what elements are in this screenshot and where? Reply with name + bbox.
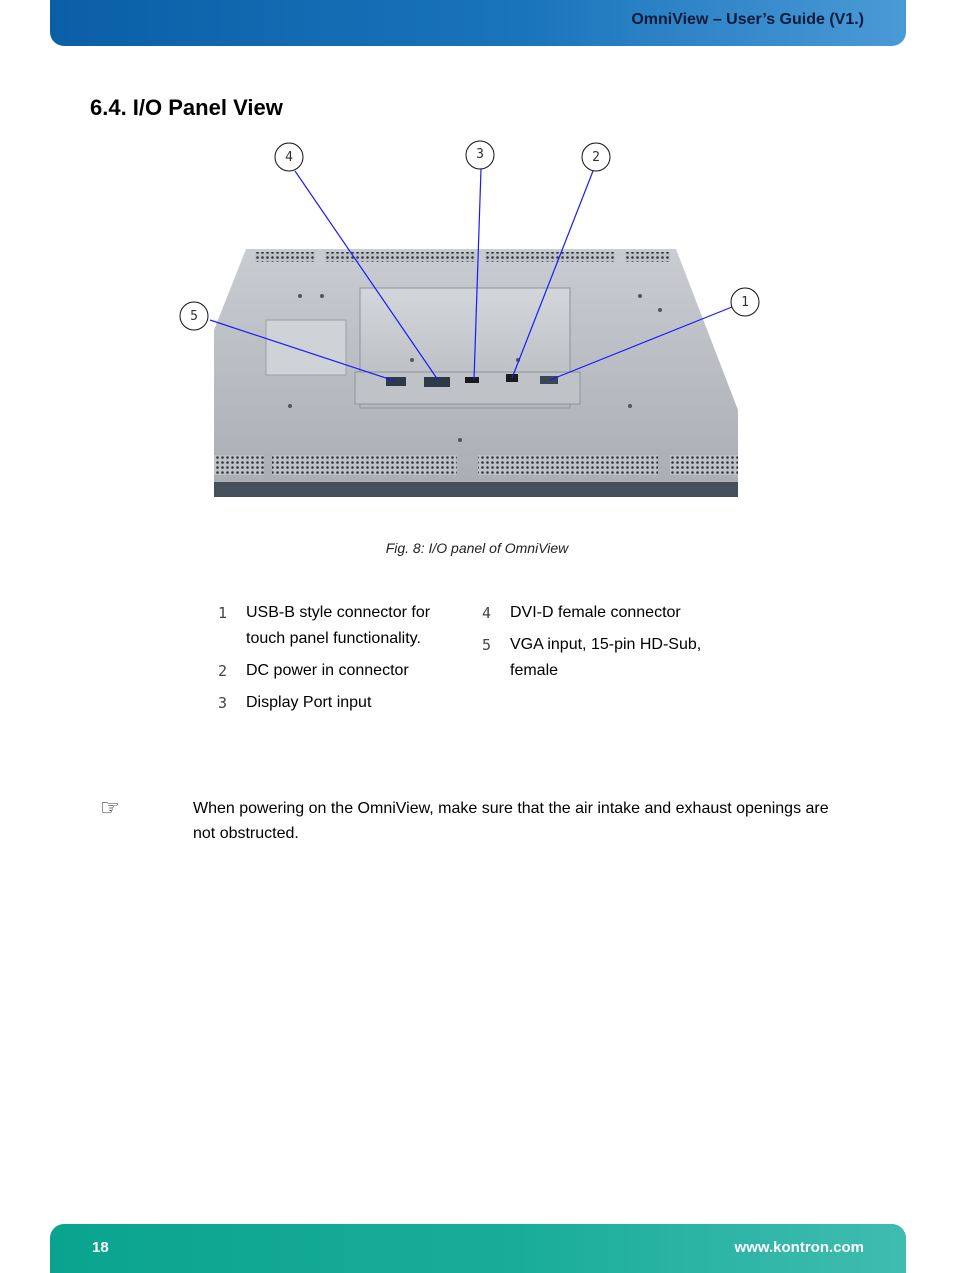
legend-text: Display Port input bbox=[246, 694, 372, 711]
note-text: When powering on the OmniView, make sure that the air intake and exhaust openings are not obstructed. bbox=[193, 800, 829, 842]
callout-3 bbox=[466, 141, 494, 169]
callout-2 bbox=[582, 143, 610, 171]
callout-5-label: 5 bbox=[190, 309, 198, 324]
display-port-connector bbox=[465, 377, 479, 383]
callout-1-label: 1 bbox=[741, 295, 749, 310]
legend-num: 4 bbox=[482, 604, 492, 622]
legend-text: DVI-D female connector bbox=[510, 604, 681, 621]
figure-caption: Fig. 8: I/O panel of OmniView bbox=[385, 540, 569, 556]
legend-column-right bbox=[482, 600, 740, 690]
legend-num: 5 bbox=[482, 636, 492, 654]
legend-num: 1 bbox=[218, 604, 228, 622]
page-number: 18 bbox=[92, 1239, 109, 1256]
legend-num: 3 bbox=[218, 694, 228, 712]
document-title: OmniView – User’s Guide (V1.) bbox=[631, 11, 864, 28]
device-photo bbox=[214, 249, 738, 497]
callout-4 bbox=[275, 143, 303, 171]
legend-column-left bbox=[218, 600, 456, 722]
callout-5 bbox=[180, 302, 208, 330]
legend-text: DC power in connector bbox=[246, 662, 409, 679]
pointing-hand-icon: ☞ bbox=[100, 796, 120, 821]
io-panel-figure bbox=[0, 0, 954, 520]
website-link[interactable]: www.kontron.com bbox=[734, 1239, 864, 1256]
callout-3-label: 3 bbox=[476, 147, 484, 162]
callout-1 bbox=[731, 288, 759, 316]
section-title: 6.4. I/O Panel View bbox=[90, 95, 283, 120]
callout-2-label: 2 bbox=[592, 150, 600, 165]
legend-text: USB-B style connector for touch panel functionality. bbox=[246, 604, 431, 647]
legend-text: VGA input, 15-pin HD-Sub, female bbox=[510, 636, 702, 679]
callout-4-label: 4 bbox=[285, 150, 293, 165]
legend-num: 2 bbox=[218, 662, 228, 680]
legend-item-5 bbox=[482, 632, 740, 684]
legend-item-1 bbox=[218, 600, 456, 652]
usb-b-connector bbox=[540, 376, 558, 384]
legend-item-4 bbox=[482, 600, 740, 626]
footer-bar bbox=[50, 1224, 906, 1273]
legend-item-3 bbox=[218, 690, 456, 716]
legend-item-2 bbox=[218, 658, 456, 684]
vga-connector bbox=[386, 377, 406, 386]
